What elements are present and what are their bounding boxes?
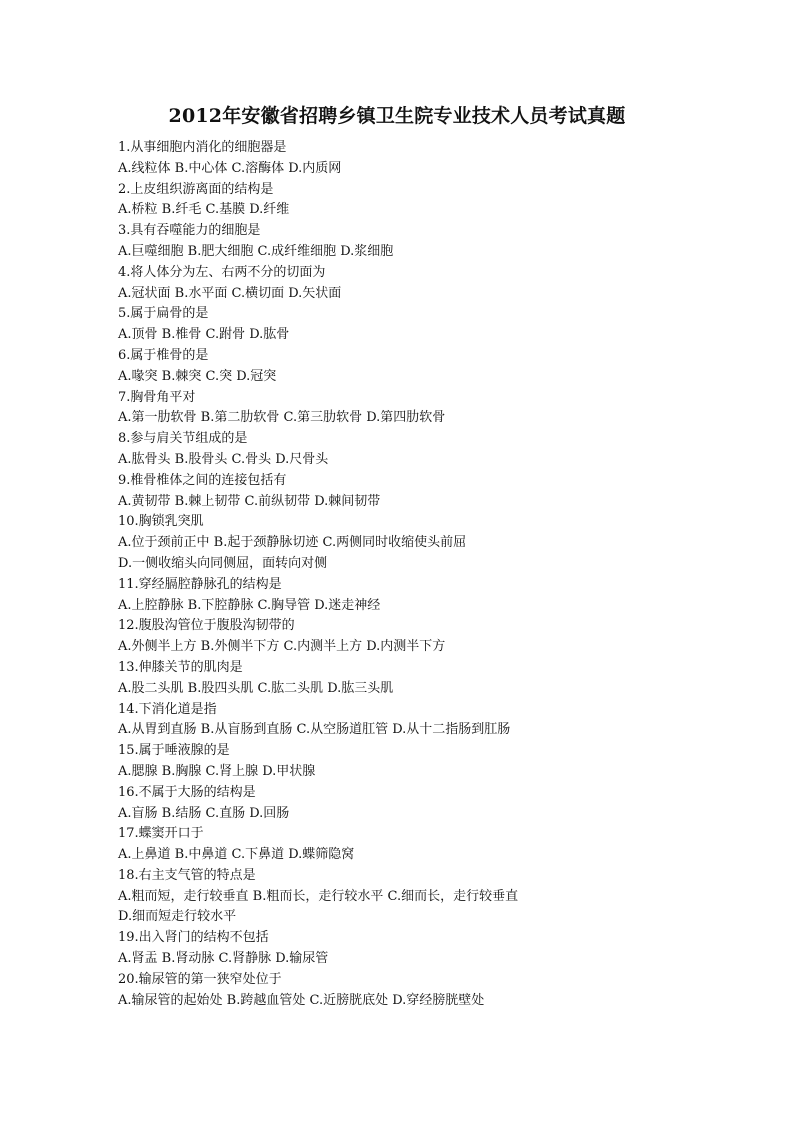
- question-text: 6.属于椎骨的是: [118, 347, 209, 363]
- question-text: 20.输尿管的第一狭窄处位于: [118, 971, 282, 987]
- answer-options: A.股二头肌 B.股四头肌 C.肱二头肌 D.肱三头肌: [118, 680, 394, 696]
- question-text: 8.参与肩关节组成的是: [118, 431, 248, 447]
- question-text: 4.将人体分为左、右两不分的切面为: [118, 264, 326, 280]
- answer-options: A.桥粒 B.纤毛 C.基膜 D.纤维: [118, 202, 290, 218]
- answer-options: D.细而短走行较水平: [118, 909, 237, 925]
- answer-options: A.从胃到直肠 B.从盲肠到直肠 C.从空肠道肛管 D.从十二指肠到肛肠: [118, 722, 511, 738]
- document-title: 2012年安徽省招聘乡镇卫生院专业技术人员考试真题: [168, 105, 626, 127]
- question-text: 7.胸骨角平对: [118, 389, 196, 405]
- question-text: 10.胸锁乳突肌: [118, 514, 204, 530]
- question-text: 9.椎骨椎体之间的连接包括有: [118, 472, 287, 488]
- answer-options: A.盲肠 B.结肠 C.直肠 D.回肠: [118, 805, 290, 821]
- answer-options: A.位于颈前正中 B.起于颈静脉切迹 C.两侧同时收缩使头前屈: [118, 535, 467, 551]
- answer-options: A.线粒体 B.中心体 C.溶酶体 D.内质网: [118, 160, 342, 176]
- answer-options: A.第一肋软骨 B.第二肋软骨 C.第三肋软骨 D.第四肋软骨: [118, 410, 446, 426]
- answer-options: A.上鼻道 B.中鼻道 C.下鼻道 D.蝶筛隐窝: [118, 847, 355, 863]
- answer-options: A.粗而短，走行较垂直 B.粗而长，走行较水平 C.细而长，走行较垂直: [118, 888, 519, 904]
- answer-options: A.顶骨 B.椎骨 C.跗骨 D.肱骨: [118, 327, 290, 343]
- answer-options: A.腮腺 B.胸腺 C.肾上腺 D.甲状腺: [118, 763, 316, 779]
- question-list: [118, 138, 758, 1011]
- answer-options: A.巨噬细胞 B.肥大细胞 C.成纤维细胞 D.浆细胞: [118, 243, 394, 259]
- answer-options: A.肾盂 B.肾动脉 C.肾静脉 D.输尿管: [118, 951, 329, 967]
- answer-options: A.输尿管的起始处 B.跨越血管处 C.近膀胱底处 D.穿经膀胱壁处: [118, 992, 485, 1008]
- question-text: 15.属于唾液腺的是: [118, 743, 230, 759]
- answer-options: A.冠状面 B.水平面 C.横切面 D.矢状面: [118, 285, 342, 301]
- question-text: 14.下消化道是指: [118, 701, 217, 717]
- question-text: 12.腹股沟管位于腹股沟韧带的: [118, 618, 295, 634]
- answer-options: A.外侧半上方 B.外侧半下方 C.内测半上方 D.内测半下方: [118, 639, 446, 655]
- question-text: 5.属于扁骨的是: [118, 306, 209, 322]
- question-text: 11.穿经膈腔静脉孔的结构是: [118, 576, 282, 592]
- answer-options: A.上腔静脉 B.下腔静脉 C.胸导管 D.迷走神经: [118, 597, 381, 613]
- answer-options: A.黄韧带 B.棘上韧带 C.前纵韧带 D.棘间韧带: [118, 493, 381, 509]
- question-text: 3.具有吞噬能力的细胞是: [118, 223, 261, 239]
- question-text: 17.蝶窦开口于: [118, 826, 204, 842]
- answer-options: A.肱骨头 B.股骨头 C.骨头 D.尺骨头: [118, 451, 329, 467]
- question-text: 19.出入肾门的结构不包括: [118, 930, 269, 946]
- answer-options: A.喙突 B.棘突 C.突 D.冠突: [118, 368, 277, 384]
- answer-options: D.一侧收缩头向同侧屈，面转向对侧: [118, 555, 328, 571]
- question-text: 1.从事细胞内消化的细胞器是: [118, 140, 287, 155]
- question-text: 13.伸膝关节的肌肉是: [118, 659, 243, 675]
- question-text: 16.不属于大肠的结构是: [118, 784, 256, 800]
- question-text: 18.右主支气管的特点是: [118, 867, 256, 883]
- question-text: 2.上皮组织游离面的结构是: [118, 181, 274, 197]
